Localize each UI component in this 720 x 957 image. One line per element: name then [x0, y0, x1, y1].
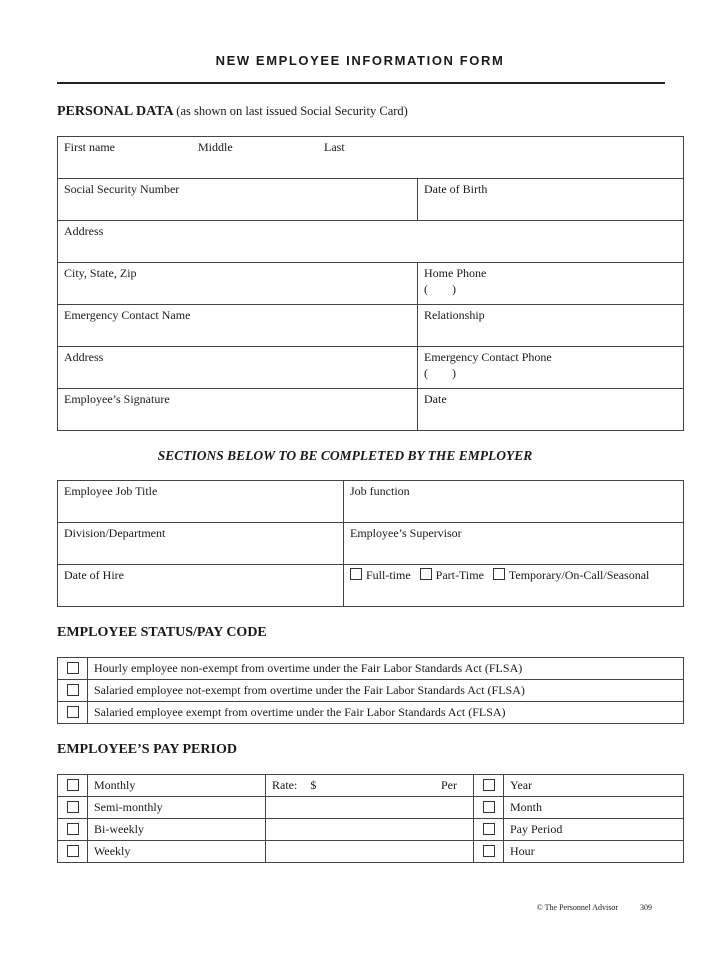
division-label: Division/Department [64, 526, 166, 540]
full-time-checkbox[interactable] [350, 568, 362, 580]
temporary-label: Temporary/On-Call/Seasonal [508, 568, 650, 582]
rate-field[interactable] [266, 775, 474, 797]
date-of-hire-label: Date of Hire [64, 568, 124, 582]
copyright-text: © The Personnel Advisor [536, 903, 618, 912]
period-label: Bi-weekly [88, 819, 266, 841]
unit-checkbox-cell [474, 841, 504, 863]
pay-period-table [57, 774, 684, 863]
period-checkbox-cell [58, 775, 88, 797]
salaried-nonexempt-checkbox[interactable] [67, 684, 79, 696]
part-time-checkbox[interactable] [420, 568, 432, 580]
period-checkbox-cell [58, 841, 88, 863]
emergency-phone-label: Emergency Contact Phone [424, 350, 552, 364]
semi-monthly-checkbox[interactable] [67, 801, 79, 813]
personal-data-heading [57, 104, 408, 120]
status-option-label: Salaried employee not-exempt from overtime under the Fair Labor Standards Act (FLSA) [88, 680, 684, 702]
period-checkbox-cell [58, 797, 88, 819]
status-option-cell [58, 680, 88, 702]
job-function-field[interactable] [344, 481, 684, 523]
rate-blank-cell [266, 819, 474, 841]
unit-label: Year [504, 775, 684, 797]
home-phone-label: Home Phone [424, 266, 487, 280]
ssn-field[interactable] [58, 179, 418, 221]
dob-label: Date of Birth [424, 182, 488, 196]
month-checkbox[interactable] [483, 801, 495, 813]
relationship-field[interactable] [418, 305, 684, 347]
title-divider [57, 82, 665, 84]
year-checkbox[interactable] [483, 779, 495, 791]
unit-label: Pay Period [504, 819, 684, 841]
first-name-label: First name [64, 140, 115, 154]
status-option-label: Hourly employee non-exempt from overtime under the Fair Labor Standards Act (FLSA) [88, 658, 684, 680]
date-label: Date [424, 392, 447, 406]
status-option-label: Salaried employee exempt from overtime under the Fair Labor Standards Act (FLSA) [88, 702, 684, 724]
signature-field[interactable] [58, 389, 418, 431]
date-of-hire-field[interactable] [58, 565, 344, 607]
emergency-phone-field[interactable] [418, 347, 684, 389]
personal-data-title: PERSONAL DATA [57, 104, 173, 119]
supervisor-field[interactable] [344, 523, 684, 565]
pay-period-checkbox[interactable] [483, 823, 495, 835]
per-label: Per [441, 778, 457, 792]
rate-currency: $ [310, 778, 317, 792]
signature-label: Employee’s Signature [64, 392, 170, 406]
full-time-label: Full-time [366, 568, 411, 582]
salaried-exempt-checkbox[interactable] [67, 706, 79, 718]
relationship-label: Relationship [424, 308, 485, 322]
rate-blank-cell [266, 797, 474, 819]
hour-checkbox[interactable] [483, 845, 495, 857]
emergency-address-field[interactable] [58, 347, 418, 389]
unit-label: Month [504, 797, 684, 819]
middle-name-label: Middle [198, 140, 233, 154]
employer-section-heading: SECTIONS BELOW TO BE COMPLETED BY THE EMPLOYER [157, 448, 533, 463]
employer-table [57, 480, 684, 607]
home-phone-field[interactable] [418, 263, 684, 305]
part-time-label: Part-Time [435, 568, 484, 582]
temporary-checkbox[interactable] [493, 568, 505, 580]
job-title-label: Employee Job Title [64, 484, 158, 498]
emergency-contact-name-label: Emergency Contact Name [64, 308, 191, 322]
date-field[interactable] [418, 389, 684, 431]
supervisor-label: Employee’s Supervisor [350, 526, 462, 540]
unit-checkbox-cell [474, 775, 504, 797]
monthly-checkbox[interactable] [67, 779, 79, 791]
unit-checkbox-cell [474, 819, 504, 841]
weekly-checkbox[interactable] [67, 845, 79, 857]
employment-type-field [344, 565, 684, 607]
city-state-zip-field[interactable] [58, 263, 418, 305]
last-name-label: Last [324, 140, 345, 154]
dob-field[interactable] [418, 179, 684, 221]
rate-blank-cell [266, 841, 474, 863]
pay-period-heading: EMPLOYEE’S PAY PERIOD [57, 742, 237, 757]
emergency-contact-name-field[interactable] [58, 305, 418, 347]
status-option-cell [58, 702, 88, 724]
form-title: NEW EMPLOYEE INFORMATION FORM [215, 53, 505, 68]
address-field[interactable] [58, 221, 684, 263]
name-field[interactable] [58, 137, 684, 179]
period-label: Semi-monthly [88, 797, 266, 819]
page-footer [515, 903, 652, 912]
division-field[interactable] [58, 523, 344, 565]
hourly-nonexempt-checkbox[interactable] [67, 662, 79, 674]
bi-weekly-checkbox[interactable] [67, 823, 79, 835]
emergency-address-label: Address [64, 350, 104, 364]
personal-data-subtitle: (as shown on last issued Social Security Card) [176, 104, 408, 118]
period-label: Weekly [88, 841, 266, 863]
rate-label: Rate: [272, 778, 298, 792]
period-label: Monthly [88, 775, 266, 797]
period-checkbox-cell [58, 819, 88, 841]
unit-label: Hour [504, 841, 684, 863]
personal-data-table [57, 136, 684, 431]
unit-checkbox-cell [474, 797, 504, 819]
job-title-field[interactable] [58, 481, 344, 523]
emergency-phone-area-code: ( ) [424, 366, 456, 380]
home-phone-area-code: ( ) [424, 282, 456, 296]
city-state-zip-label: City, State, Zip [64, 266, 137, 280]
ssn-label: Social Security Number [64, 182, 180, 196]
status-heading: EMPLOYEE STATUS/PAY CODE [57, 625, 267, 640]
job-function-label: Job function [350, 484, 410, 498]
status-table [57, 657, 684, 724]
address-label: Address [64, 224, 104, 238]
status-option-cell [58, 658, 88, 680]
page-number: 309 [640, 903, 652, 912]
